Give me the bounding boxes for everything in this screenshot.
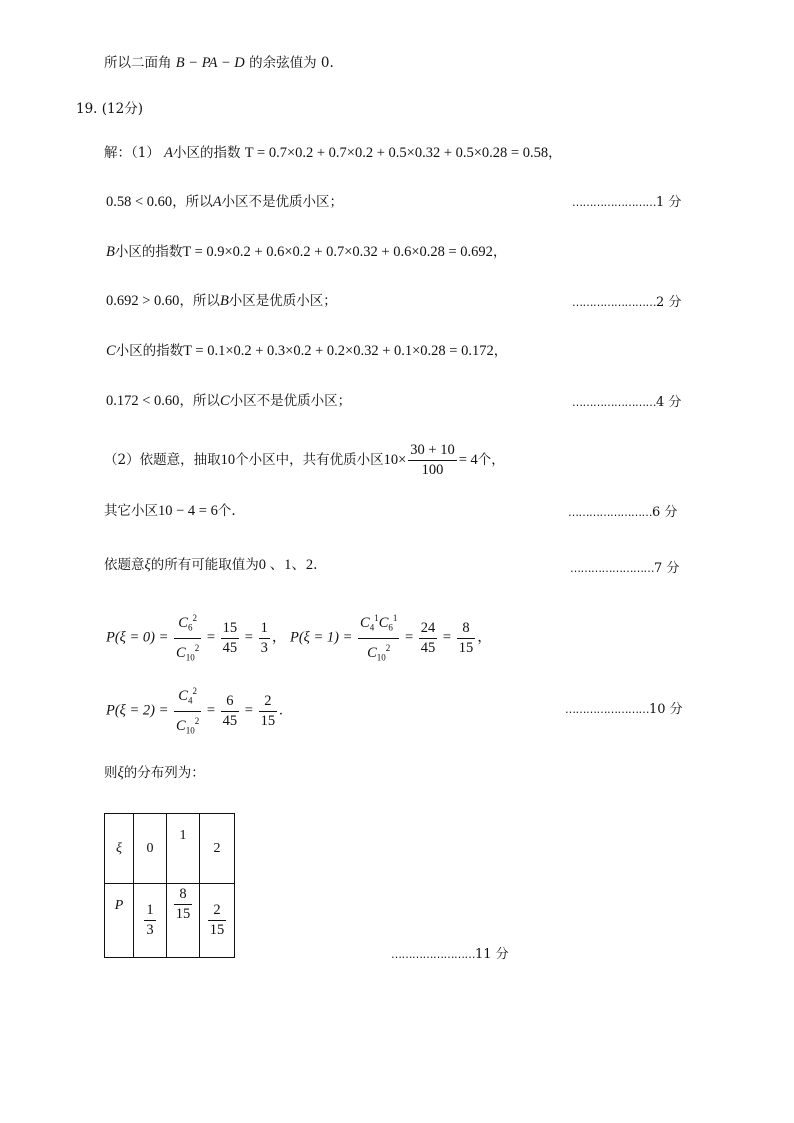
math-expr: B − PA − D [175,55,245,71]
distribution-table [104,813,235,958]
line-other-count: 其它小区10 − 4 = 6个. [104,503,236,519]
score-marker-10: ……………………10 分 [565,702,683,717]
line-a-compare: 0.58 < 0.60，所以A小区不是优质小区； [106,194,344,210]
table-cell: $\frac{8}{15}$ [167,884,200,958]
table-cell: ξ [105,814,134,884]
line-quality-count: （2）依题意，抽取10个小区中，共有优质小区10× $\frac{30 + 10}{100}$ = 4个， [104,442,505,478]
table-cell: 1 [167,814,200,884]
table-row [105,814,235,884]
probability-line-0-1: P(ξ = 0) = $\frac{C_6^2}{C_{10}^2}$ = $\frac{15}{45}$ = $\frac{1}{3}$ ， P(ξ = 1) = $\frac{C_4^1C_6^1}{C_{10}^2}$ = $\frac{24}{45}$ = $\frac{8}{15}$ ， [106,610,492,654]
fraction: $\frac{30 + 10}{100}$ [410,442,455,478]
score-marker-11: ……………………11 分 [391,947,509,962]
score-marker-1: ……………………1 分 [572,195,682,210]
math-expr: T = 0.7×0.2 + 0.7×0.2 + 0.5×0.32 + 0.5×0.28 = 0.58 [244,145,549,161]
text: 的余弦值为 0. [249,55,334,71]
solution-line-a-index: 解：（1） A小区的指数 T = 0.7×0.2 + 0.7×0.2 + 0.5×0.32 + 0.5×0.28 = 0.58， [104,145,562,161]
question-header: 19. (12分) [76,101,143,117]
conclusion-line [104,51,334,75]
table-cell: 2 [200,814,235,884]
score-marker-7: ……………………7 分 [570,561,680,576]
line-c-index: C小区的指数T = 0.1×0.2 + 0.3×0.2 + 0.2×0.32 + 0.1×0.28 = 0.172， [106,343,508,359]
table-cell: P [105,884,134,958]
score-marker-4: ……………………4 分 [572,395,682,410]
text: 所以二面角 [104,55,172,71]
score-marker-6: ……………………6 分 [568,505,678,520]
score-marker-2: ……………………2 分 [572,295,682,310]
line-b-compare: 0.692 > 0.60，所以B小区是优质小区； [106,293,337,309]
table-cell: 0 [134,814,167,884]
table-row [105,884,235,958]
probability-line-2: P(ξ = 2) = $\frac{C_4^2}{C_{10}^2}$ = $\frac{6}{45}$ = $\frac{2}{15}$ . [106,683,283,727]
line-c-compare: 0.172 < 0.60，所以C小区不是优质小区； [106,393,352,409]
distribution-heading: 则ξ的分布列为： [104,765,205,781]
line-b-index: B小区的指数T = 0.9×0.2 + 0.6×0.2 + 0.7×0.32 + 0.6×0.28 = 0.692， [106,244,507,260]
line-possible-values: 依题意ξ的所有可能取值为0 、1、2. [104,557,318,573]
table-cell: $\frac{2}{15}$ [200,884,235,958]
table-cell: $\frac{1}{3}$ [134,884,167,958]
